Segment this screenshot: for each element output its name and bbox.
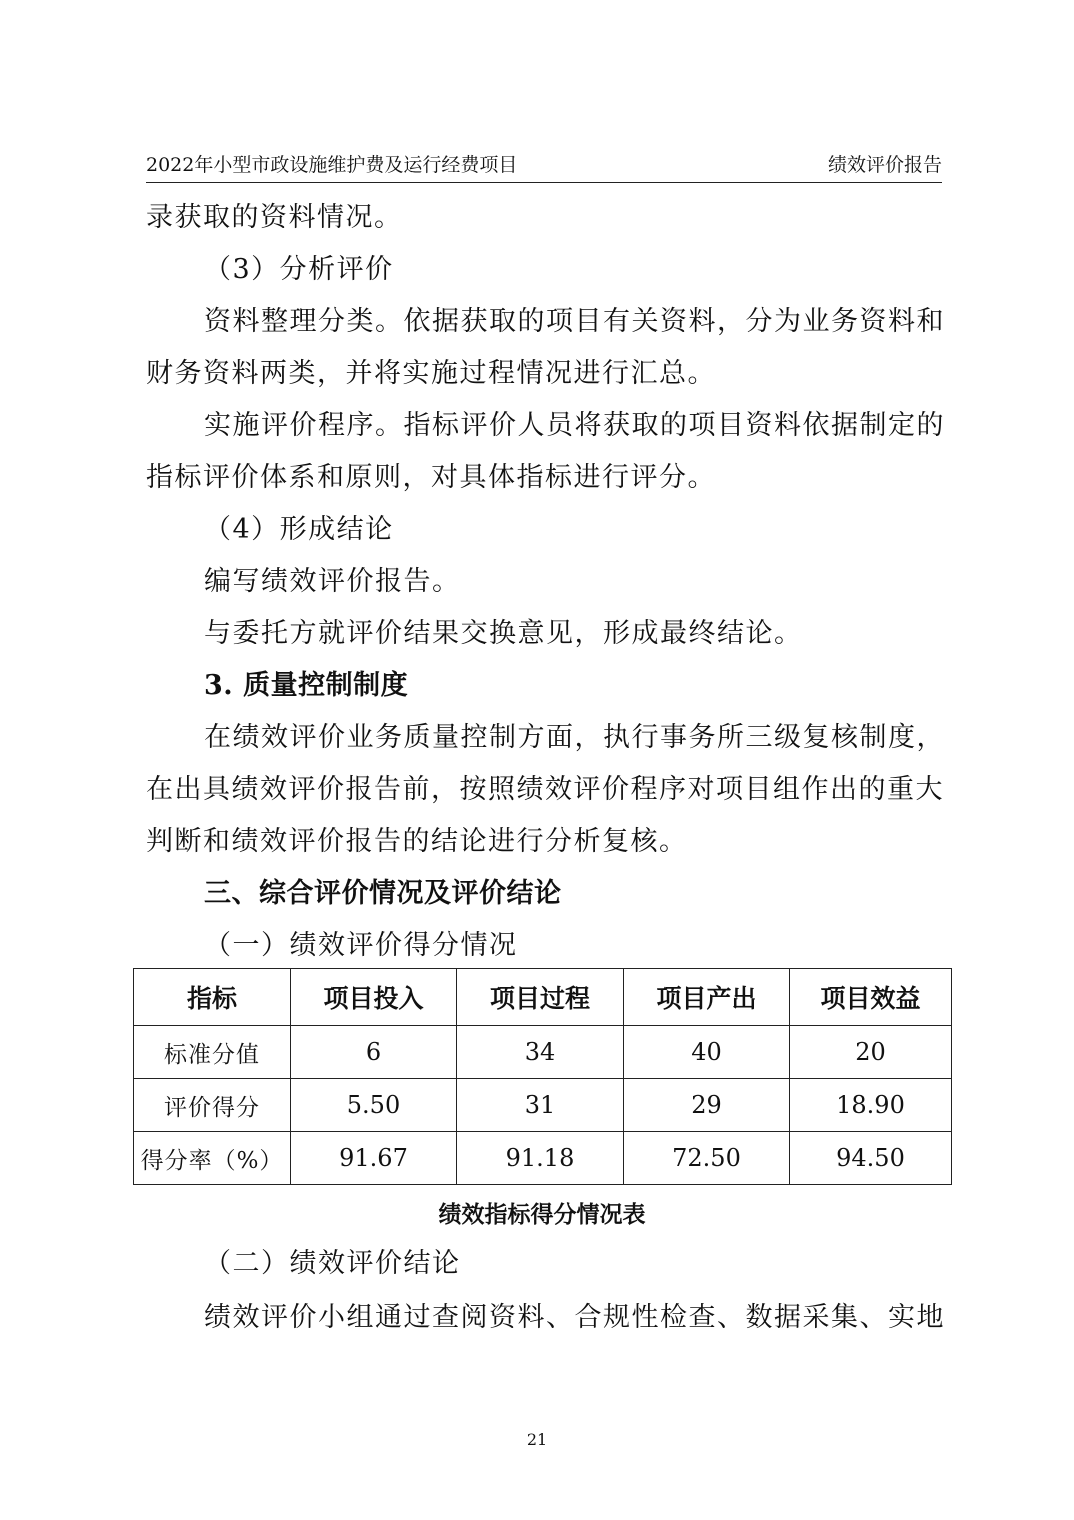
table-cell: 72.50 bbox=[624, 1132, 790, 1185]
subheading-score: （一）绩效评价得分情况 bbox=[204, 930, 518, 961]
subheading-evaluation-conclusion: （二）绩效评价结论 bbox=[204, 1248, 461, 1279]
row-label: 评价得分 bbox=[134, 1079, 291, 1132]
paragraph-line: 资料整理分类。依据获取的项目有关资料，分为业务资料和 bbox=[204, 306, 945, 337]
column-header: 指标 bbox=[134, 969, 291, 1026]
table-cell: 34 bbox=[457, 1026, 624, 1079]
section-heading: 三、综合评价情况及评价结论 bbox=[204, 878, 562, 909]
paragraph-line: 判断和绩效评价报告的结论进行分析复核。 bbox=[146, 826, 688, 857]
paragraph-line: 实施评价程序。指标评价人员将获取的项目资料依据制定的 bbox=[204, 410, 945, 441]
table-header-row bbox=[134, 969, 952, 1026]
table-cell: 91.18 bbox=[457, 1132, 624, 1185]
table-row bbox=[134, 1132, 952, 1185]
paragraph-line: 绩效评价小组通过查阅资料、合规性检查、数据采集、实地 bbox=[204, 1302, 945, 1333]
paragraph-line: 在绩效评价业务质量控制方面，执行事务所三级复核制度， bbox=[204, 722, 945, 753]
paragraph-line: 录获取的资料情况。 bbox=[146, 202, 403, 233]
table-row bbox=[134, 1079, 952, 1132]
table-cell: 29 bbox=[624, 1079, 790, 1132]
table-cell: 5.50 bbox=[291, 1079, 457, 1132]
paragraph-line: 在出具绩效评价报告前，按照绩效评价程序对项目组作出的重大 bbox=[146, 774, 944, 805]
table-cell: 94.50 bbox=[790, 1132, 952, 1185]
table-caption: 绩效指标得分情况表 bbox=[438, 1201, 646, 1228]
table-cell: 6 bbox=[291, 1026, 457, 1079]
row-label: 得分率（%） bbox=[134, 1132, 291, 1185]
paragraph-line: 财务资料两类，并将实施过程情况进行汇总。 bbox=[146, 358, 716, 389]
subheading-conclusion: （4）形成结论 bbox=[204, 514, 394, 545]
paragraph-line: 与委托方就评价结果交换意见，形成最终结论。 bbox=[204, 618, 803, 649]
column-header: 项目效益 bbox=[790, 969, 952, 1026]
heading-quality-control: 3. 质量控制制度 bbox=[204, 670, 409, 701]
paragraph-line: 编写绩效评价报告。 bbox=[204, 566, 461, 597]
row-label: 标准分值 bbox=[134, 1026, 291, 1079]
paragraph-line: 指标评价体系和原则，对具体指标进行评分。 bbox=[146, 462, 716, 493]
header-report-title: 绩效评价报告 bbox=[827, 154, 942, 176]
table-cell: 91.67 bbox=[291, 1132, 457, 1185]
table-cell: 31 bbox=[457, 1079, 624, 1132]
page-header bbox=[146, 150, 942, 183]
column-header: 项目过程 bbox=[457, 969, 624, 1026]
subheading-analysis: （3）分析评价 bbox=[204, 254, 394, 285]
table-cell: 40 bbox=[624, 1026, 790, 1079]
column-header: 项目产出 bbox=[624, 969, 790, 1026]
table-cell: 20 bbox=[790, 1026, 952, 1079]
score-table bbox=[133, 968, 952, 1185]
page-number: 21 bbox=[526, 1430, 548, 1449]
table-cell: 18.90 bbox=[790, 1079, 952, 1132]
header-project-title: 2022年小型市政设施维护费及运行经费项目 bbox=[146, 154, 518, 176]
table-row bbox=[134, 1026, 952, 1079]
column-header: 项目投入 bbox=[291, 969, 457, 1026]
